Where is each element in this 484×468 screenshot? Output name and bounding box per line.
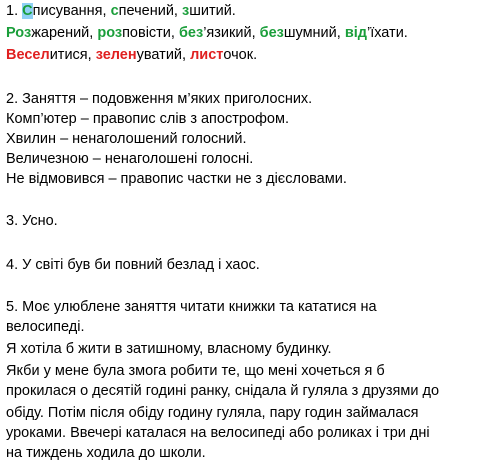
exercise-2-line: Комп’ютер – правопис слів з апострофом.: [6, 111, 289, 127]
exercise-5-line: 5. Моє улюблене заняття читати книжки та кататися на: [6, 299, 377, 315]
word-rest: ’їхати.: [366, 25, 408, 41]
exercise-4-line: 4. У світі був би повний безлад і хаос.: [6, 257, 260, 273]
exercise-3-line: 3. Усно.: [6, 213, 58, 229]
exercise-2-line: Величезною – ненаголошені голосні.: [6, 151, 254, 167]
root: зелен: [95, 47, 137, 63]
root: л: [40, 47, 50, 63]
prefix: від: [344, 25, 367, 41]
prefix: без: [178, 25, 204, 41]
exercise-2-line: Не відмовився – правопис частки не з дієсловами.: [6, 171, 347, 187]
word-rest: итися,: [49, 47, 96, 63]
word-rest: писування,: [32, 3, 111, 19]
word-rest: повісти,: [122, 25, 179, 41]
root: лист: [190, 47, 224, 63]
exercise-5-line: велосипеді.: [6, 319, 85, 335]
word-rest: шитий.: [189, 3, 236, 19]
prefix-highlighted: С: [22, 3, 33, 19]
word-rest: жарений,: [31, 25, 98, 41]
exercise-5-line: Я хотіла б жити в затишному, власному будинку.: [6, 341, 332, 357]
word-rest: уватий,: [136, 47, 191, 63]
prefix: без: [259, 25, 284, 41]
word-rest: очок.: [223, 47, 258, 63]
word-rest: печений,: [118, 3, 182, 19]
word-rest: ’язикий,: [203, 25, 260, 41]
exercise-number: 1.: [6, 3, 23, 19]
prefix: роз: [97, 25, 123, 41]
exercise-1-line-2: [6, 24, 408, 42]
exercise-5-line: прокилася о десятій годині ранку, снідала й гуляла з друзями до: [6, 383, 440, 399]
word-rest: шумний,: [283, 25, 345, 41]
prefix: с: [110, 3, 119, 19]
exercise-2-line: 2. Заняття – подовження м’яких приголосних.: [6, 91, 313, 107]
exercise-5-line: Якби у мене була змога робити те, що мені хочеться я б: [6, 363, 385, 379]
prefix: Роз: [6, 25, 32, 41]
prefix: з: [182, 3, 190, 19]
exercise-5-line: на тиждень ходила до школи.: [6, 445, 206, 461]
exercise-5-line: обіду. Потім після обіду годину гуляла, пару годин займалася: [6, 405, 419, 421]
exercise-2-line: Хвилин – ненаголошений голосний.: [6, 131, 247, 147]
exercise-5-line: уроками. Ввечері каталася на велосипеді або роликах і три дні: [6, 425, 430, 441]
exercise-1-line-1: [6, 2, 236, 20]
exercise-1-line-3: [6, 46, 257, 64]
root: Весе: [6, 47, 41, 63]
